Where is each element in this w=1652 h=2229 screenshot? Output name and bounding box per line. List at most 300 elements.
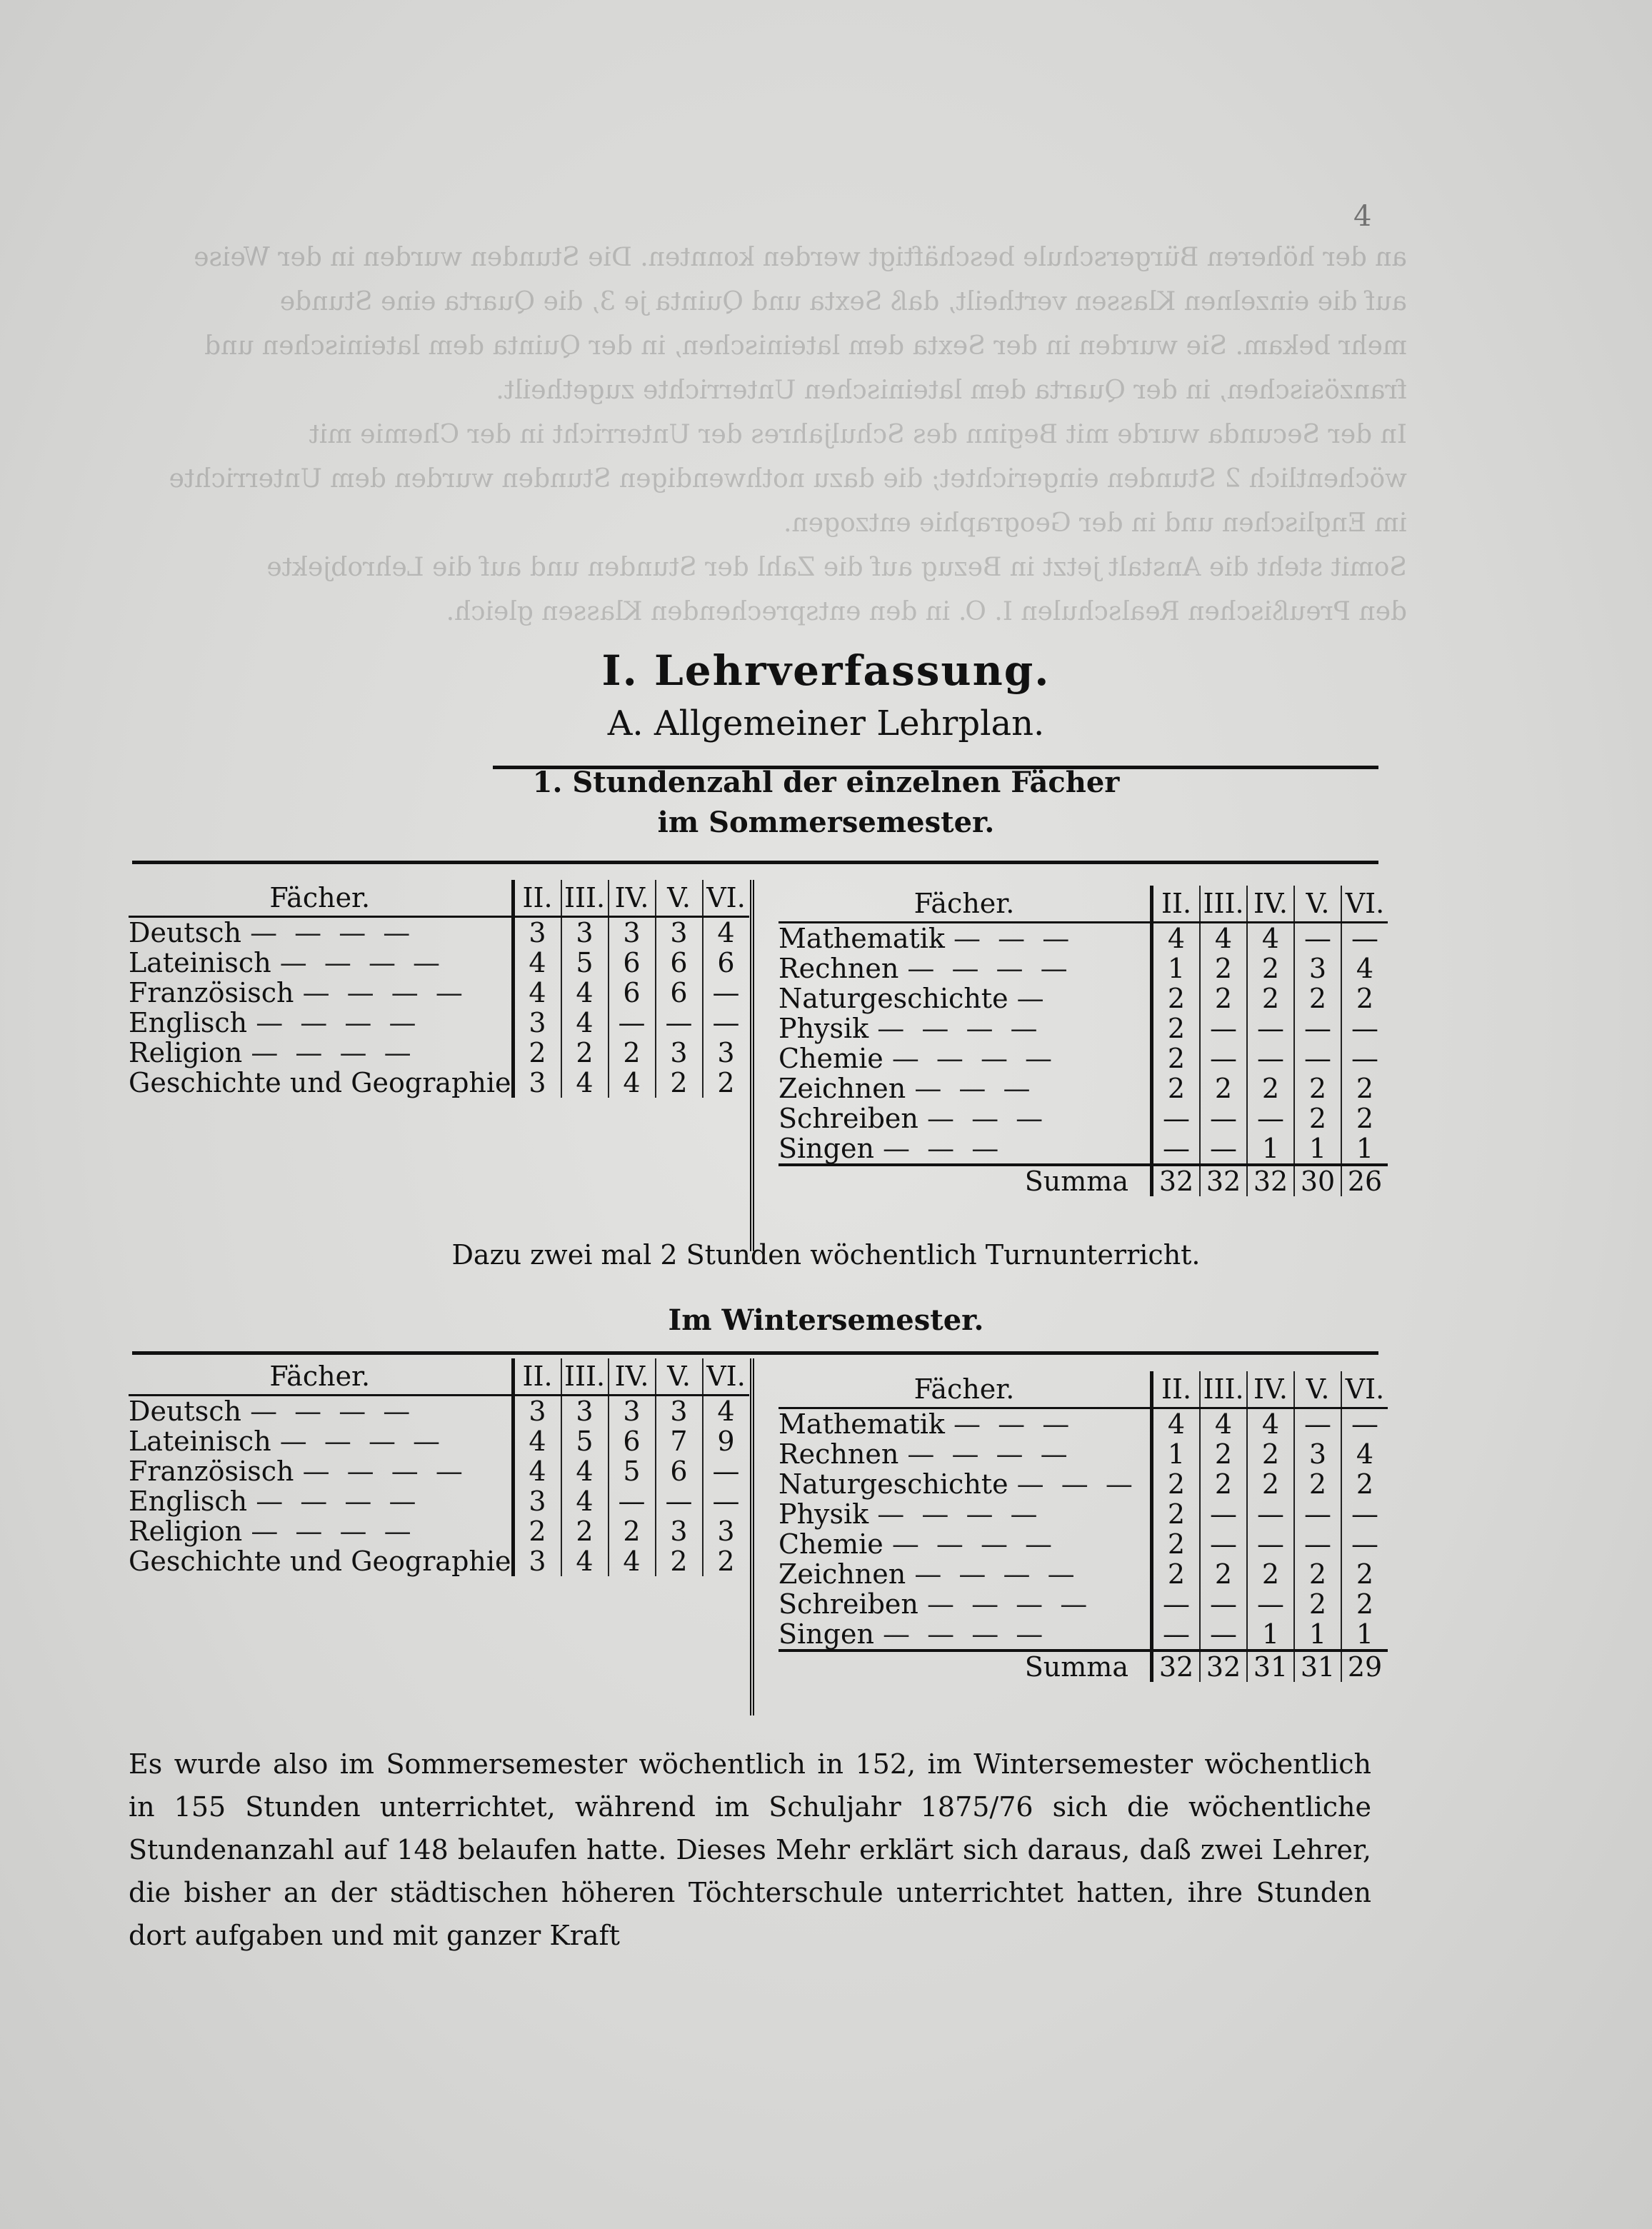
column-header-vi: VI. — [1341, 1371, 1388, 1408]
hours-cell: 4 — [703, 917, 749, 948]
hours-cell: 2 — [1200, 1439, 1247, 1469]
subject-name: Rechnen — [779, 953, 899, 984]
hours-cell: 2 — [513, 1516, 561, 1546]
hours-cell: 4 — [609, 1068, 656, 1098]
table-row — [129, 1486, 749, 1516]
hours-cell: 4 — [609, 1546, 656, 1576]
subject-name: Zeichnen — [779, 1558, 906, 1590]
subject-name: Naturgeschichte — [779, 983, 1008, 1014]
subject-name: Chemie — [779, 1043, 883, 1074]
hours-cell: 6 — [656, 948, 703, 978]
hours-cell: 4 — [1152, 923, 1201, 954]
hours-cell: — — [1247, 1499, 1294, 1529]
ghost-line: an der höheren Bürgerschule beschäftigt werden konnten. Die Stunden wurden in der Weise — [194, 243, 1407, 272]
hours-cell: — — [656, 1486, 703, 1516]
summa-cell: 29 — [1341, 1651, 1388, 1682]
leader-dashes: — — — — — [891, 1043, 1057, 1074]
leader-dashes: — — — — [953, 923, 1074, 954]
subject-cell — [779, 1529, 1152, 1559]
hours-cell: 9 — [703, 1426, 749, 1456]
hours-cell: 1 — [1294, 1619, 1341, 1651]
hours-cell: — — [1152, 1133, 1201, 1165]
hours-cell: — — [1200, 1619, 1247, 1651]
subject-name: Mathematik — [779, 1408, 945, 1440]
subject-name: Schreiben — [779, 1588, 918, 1620]
subject-name: Französisch — [129, 977, 294, 1008]
hours-cell: 2 — [1247, 1559, 1294, 1589]
hours-cell: 4 — [561, 1008, 609, 1038]
subject-name: Deutsch — [129, 1396, 241, 1427]
leader-dashes: — — — — — [250, 917, 415, 948]
column-header-iv: IV. — [1247, 1371, 1294, 1408]
summer-caption-line1: 1. Stundenzahl der einzelnen Fächer — [532, 766, 1120, 799]
column-header-ii: II. — [513, 1358, 561, 1396]
summa-cell: 32 — [1152, 1651, 1201, 1682]
hours-cell: 4 — [1247, 1408, 1294, 1440]
hours-cell: 2 — [609, 1038, 656, 1068]
hours-cell: 2 — [1152, 1499, 1201, 1529]
hours-cell: — — [656, 1008, 703, 1038]
table-row — [129, 1068, 749, 1098]
hours-cell: 1 — [1247, 1133, 1294, 1165]
leader-dashes: — — — — — [907, 1438, 1072, 1470]
column-header-v: V. — [656, 1358, 703, 1396]
table-row — [129, 1396, 749, 1427]
hours-cell: 3 — [513, 917, 561, 948]
table-row — [779, 1619, 1388, 1651]
hours-cell: 2 — [1341, 983, 1388, 1013]
subject-cell — [779, 1408, 1152, 1440]
summa-cell: 32 — [1152, 1165, 1201, 1196]
hours-cell: — — [1247, 1103, 1294, 1133]
subject-cell — [129, 948, 513, 978]
summer-table-left — [129, 880, 749, 1098]
leader-dashes: — — — — — [302, 977, 467, 1008]
hours-cell: 2 — [1200, 1469, 1247, 1499]
table-row — [129, 917, 749, 948]
hours-cell: 6 — [703, 948, 749, 978]
hours-cell: 1 — [1341, 1133, 1388, 1165]
subject-name: Geschichte und Geographie — [129, 1067, 511, 1098]
table-row — [129, 1546, 749, 1576]
hours-cell: — — [1341, 923, 1388, 954]
subject-cell — [779, 1013, 1152, 1043]
column-header-iv: IV. — [1247, 886, 1294, 923]
table-row — [779, 983, 1388, 1013]
table-row — [129, 1008, 749, 1038]
hours-cell: — — [1294, 1529, 1341, 1559]
hours-cell: — — [1294, 1408, 1341, 1440]
hours-cell: 4 — [513, 978, 561, 1008]
hours-cell: 3 — [656, 1516, 703, 1546]
summa-cell: 30 — [1294, 1165, 1341, 1196]
winter-table-rule — [132, 1351, 1378, 1355]
subject-name: Lateinisch — [129, 1426, 271, 1457]
hours-cell: 2 — [656, 1068, 703, 1098]
column-header-ii: II. — [1152, 1371, 1201, 1408]
hours-cell: 4 — [1152, 1408, 1201, 1440]
hours-cell: — — [1247, 1013, 1294, 1043]
hours-cell: 3 — [513, 1396, 561, 1427]
table-row — [779, 1469, 1388, 1499]
hours-cell: — — [1294, 1499, 1341, 1529]
column-header-vi: VI. — [703, 880, 749, 917]
table-row — [779, 1133, 1388, 1165]
table-row — [779, 1439, 1388, 1469]
hours-cell: 4 — [561, 1486, 609, 1516]
hours-cell: 2 — [1341, 1559, 1388, 1589]
subject-name: Englisch — [129, 1007, 248, 1038]
hours-cell: 2 — [1247, 983, 1294, 1013]
subject-cell — [129, 1456, 513, 1486]
subject-name: Rechnen — [779, 1438, 899, 1470]
subject-cell — [779, 953, 1152, 983]
hours-cell: 4 — [513, 948, 561, 978]
hours-cell: — — [1200, 1043, 1247, 1073]
hours-cell: 3 — [703, 1516, 749, 1546]
table-row — [779, 1073, 1388, 1103]
subject-cell — [779, 923, 1152, 954]
column-header-iv: IV. — [609, 1358, 656, 1396]
hours-cell: 2 — [561, 1516, 609, 1546]
hours-cell: 4 — [561, 1546, 609, 1576]
subject-name: Französisch — [129, 1456, 294, 1487]
hours-cell: 4 — [1341, 1439, 1388, 1469]
subject-cell — [779, 1043, 1152, 1073]
subject-name: Religion — [129, 1037, 243, 1068]
summa-cell: 31 — [1294, 1651, 1341, 1682]
leader-dashes: — — — — — [256, 1486, 421, 1517]
subject-cell — [779, 1619, 1152, 1651]
subject-name: Singen — [779, 1618, 874, 1650]
leader-dashes: — — — — [953, 1408, 1074, 1440]
table-row — [779, 1103, 1388, 1133]
column-header-vi: VI. — [1341, 886, 1388, 923]
hours-cell: 2 — [1152, 1073, 1201, 1103]
table-row — [129, 1456, 749, 1486]
hours-cell: 3 — [561, 1396, 609, 1427]
hours-cell: 2 — [703, 1068, 749, 1098]
table-row — [129, 1038, 749, 1068]
table-header-row — [779, 886, 1388, 923]
leader-dashes: — — — — — [883, 1618, 1048, 1650]
hours-cell: 4 — [1200, 923, 1247, 954]
hours-cell: — — [1152, 1589, 1201, 1619]
hours-cell: — — [1200, 1103, 1247, 1133]
hours-cell: 1 — [1152, 953, 1201, 983]
leader-dashes: — — — — [914, 1073, 1035, 1104]
leader-dashes: — — — — — [891, 1528, 1057, 1560]
hours-cell: 2 — [1341, 1589, 1388, 1619]
subject-name: Lateinisch — [129, 947, 271, 978]
hours-cell: 4 — [1200, 1408, 1247, 1440]
subject-name: Physik — [779, 1013, 869, 1044]
summa-label: Summa — [779, 1651, 1152, 1682]
ghost-line: den Preußischen Realschulen I. O. in den entsprechenden Klassen gleich. — [446, 597, 1407, 626]
subject-cell — [779, 1469, 1152, 1499]
hours-cell: 1 — [1341, 1619, 1388, 1651]
winter-caption: Im Wintersemester. — [668, 1303, 984, 1337]
subject-name: Mathematik — [779, 923, 945, 954]
hours-cell: — — [1152, 1103, 1201, 1133]
hours-cell: 2 — [1152, 1013, 1201, 1043]
hours-cell: — — [1341, 1013, 1388, 1043]
hours-cell: 3 — [703, 1038, 749, 1068]
hours-cell: — — [1200, 1499, 1247, 1529]
column-header-subjects: Fächer. — [129, 880, 513, 917]
summa-row — [779, 1165, 1388, 1196]
hours-cell: 2 — [609, 1516, 656, 1546]
hours-cell: — — [703, 1486, 749, 1516]
column-header-iii: III. — [1200, 886, 1247, 923]
subject-cell — [129, 978, 513, 1008]
hours-cell: 2 — [1152, 1529, 1201, 1559]
hours-cell: 7 — [656, 1426, 703, 1456]
subject-name: Schreiben — [779, 1103, 918, 1134]
hours-cell: — — [1200, 1013, 1247, 1043]
hours-cell: 4 — [513, 1426, 561, 1456]
ghost-line: auf die einzelnen Klassen vertheilt, daß Sexta und Quinta je 3, die Quarta eine Stunde — [279, 287, 1407, 316]
subject-name: Singen — [779, 1133, 874, 1164]
hours-cell: 2 — [1247, 1469, 1294, 1499]
leader-dashes: — — — — — [250, 1396, 415, 1427]
leader-dashes: — — — — — [907, 953, 1072, 984]
table-row — [779, 1529, 1388, 1559]
hours-cell: 6 — [609, 978, 656, 1008]
subject-cell — [779, 1439, 1152, 1469]
hours-cell: — — [1247, 1529, 1294, 1559]
column-header-ii: II. — [1152, 886, 1201, 923]
hours-cell: — — [703, 978, 749, 1008]
subject-cell — [129, 1546, 513, 1576]
ghost-line: französischen, in der Quarta dem lateinischen Unterrichte zugetheilt. — [496, 376, 1407, 405]
table-row — [129, 978, 749, 1008]
table-row — [129, 1516, 749, 1546]
hours-cell: — — [1247, 1043, 1294, 1073]
hours-cell: — — [1200, 1589, 1247, 1619]
leader-dashes: — — [1016, 983, 1048, 1014]
hours-cell: 5 — [609, 1456, 656, 1486]
subject-name: Englisch — [129, 1486, 248, 1517]
hours-cell: 3 — [609, 917, 656, 948]
hours-cell: — — [703, 1008, 749, 1038]
hours-cell: 3 — [656, 1396, 703, 1427]
hours-cell: 2 — [1294, 1559, 1341, 1589]
hours-cell: 2 — [703, 1546, 749, 1576]
hours-cell: 2 — [1152, 983, 1201, 1013]
hours-cell: — — [1341, 1529, 1388, 1559]
ghost-line: wöchentlich 2 Stunden eingerichtet; die dazu nothwendigen Stunden wurden dem Unterrichte — [169, 464, 1407, 494]
hours-cell: 2 — [1341, 1103, 1388, 1133]
column-header-v: V. — [1294, 886, 1341, 923]
leader-dashes: — — — — — [302, 1456, 467, 1487]
hours-cell: 2 — [1294, 983, 1341, 1013]
subsection-title: A. Allgemeiner Lehrplan. — [607, 703, 1045, 743]
table-row — [779, 1589, 1388, 1619]
summa-cell: 31 — [1247, 1651, 1294, 1682]
leader-dashes: — — — — — [877, 1013, 1042, 1044]
hours-cell: 4 — [1341, 953, 1388, 983]
subject-cell — [779, 1133, 1152, 1165]
summer-caption-line2: im Sommersemester. — [657, 806, 995, 839]
hours-cell: 1 — [1247, 1619, 1294, 1651]
subject-cell — [779, 1499, 1152, 1529]
hours-cell: 2 — [561, 1038, 609, 1068]
hours-cell: 3 — [1294, 1439, 1341, 1469]
hours-cell: 6 — [609, 1426, 656, 1456]
hours-cell: — — [1152, 1619, 1201, 1651]
hours-cell: 3 — [656, 1038, 703, 1068]
hours-cell: — — [1294, 923, 1341, 954]
subject-cell — [129, 1068, 513, 1098]
hours-cell: 3 — [513, 1068, 561, 1098]
subject-name: Deutsch — [129, 917, 241, 948]
hours-cell: 2 — [1341, 1469, 1388, 1499]
summa-cell: 32 — [1247, 1165, 1294, 1196]
hours-cell: 6 — [656, 1456, 703, 1486]
subject-cell — [779, 1073, 1152, 1103]
hours-cell: 2 — [1294, 1589, 1341, 1619]
hours-cell: — — [1294, 1043, 1341, 1073]
hours-cell: 2 — [1200, 1559, 1247, 1589]
subject-name: Naturgeschichte — [779, 1468, 1008, 1500]
subject-name: Physik — [779, 1498, 869, 1530]
hours-cell: 2 — [1247, 1439, 1294, 1469]
column-header-subjects: Fächer. — [779, 886, 1152, 923]
table-row — [779, 1043, 1388, 1073]
table-header-row — [129, 880, 749, 917]
hours-cell: — — [1247, 1589, 1294, 1619]
summa-row — [779, 1651, 1388, 1682]
subject-cell — [129, 1008, 513, 1038]
page-number: 4 — [1353, 200, 1372, 233]
hours-cell: 4 — [561, 1456, 609, 1486]
leader-dashes: — — — — — [251, 1037, 416, 1068]
hours-cell: 6 — [609, 948, 656, 978]
summer-table-right — [779, 886, 1388, 1196]
subject-cell — [129, 1396, 513, 1427]
table-row — [779, 953, 1388, 983]
leader-dashes: — — — — — [251, 1516, 416, 1547]
leader-dashes: — — — — — [877, 1498, 1042, 1530]
hours-cell: — — [1294, 1013, 1341, 1043]
leader-dashes: — — — — — [279, 1426, 445, 1457]
hours-cell: 5 — [561, 948, 609, 978]
subject-cell — [129, 1426, 513, 1456]
hours-cell: 3 — [656, 917, 703, 948]
hours-cell: 4 — [703, 1396, 749, 1427]
hours-cell: 2 — [1152, 1043, 1201, 1073]
subject-cell — [779, 1103, 1152, 1133]
hours-cell: 3 — [561, 917, 609, 948]
summer-column-divider — [750, 880, 754, 1251]
table-row — [779, 1013, 1388, 1043]
hours-cell: 4 — [561, 978, 609, 1008]
hours-cell: 2 — [1200, 1073, 1247, 1103]
hours-cell: 2 — [1247, 1073, 1294, 1103]
hours-cell: — — [1341, 1499, 1388, 1529]
hours-cell: — — [703, 1456, 749, 1486]
hours-cell: 2 — [1200, 953, 1247, 983]
hours-cell: 2 — [513, 1038, 561, 1068]
table-row — [129, 948, 749, 978]
winter-column-divider — [750, 1358, 754, 1715]
leader-dashes: — — — — — [926, 1588, 1092, 1620]
hours-cell: 2 — [1152, 1559, 1201, 1589]
hours-cell: 3 — [513, 1546, 561, 1576]
hours-cell: 2 — [1200, 983, 1247, 1013]
hours-cell: 2 — [656, 1546, 703, 1576]
leader-dashes: — — — — — [914, 1558, 1079, 1590]
table-header-row — [129, 1358, 749, 1396]
column-header-subjects: Fächer. — [779, 1371, 1152, 1408]
hours-cell: 3 — [1294, 953, 1341, 983]
hours-cell: 5 — [561, 1426, 609, 1456]
subject-cell — [129, 1038, 513, 1068]
column-header-iv: IV. — [609, 880, 656, 917]
hours-cell: 6 — [656, 978, 703, 1008]
subject-name: Geschichte und Geographie — [129, 1546, 511, 1577]
winter-table-left — [129, 1358, 749, 1576]
summa-cell: 26 — [1341, 1165, 1388, 1196]
table-header-row — [779, 1371, 1388, 1408]
hours-cell: 1 — [1152, 1439, 1201, 1469]
hours-cell: 2 — [1294, 1073, 1341, 1103]
table-row — [129, 1426, 749, 1456]
hours-cell: 3 — [609, 1396, 656, 1427]
hours-cell: — — [1341, 1043, 1388, 1073]
column-header-ii: II. — [513, 880, 561, 917]
column-header-v: V. — [656, 880, 703, 917]
winter-table-right — [779, 1371, 1388, 1682]
section-title: I. Lehrverfassung. — [601, 646, 1051, 695]
hours-cell: — — [609, 1486, 656, 1516]
subject-cell — [129, 1486, 513, 1516]
subject-cell — [779, 1559, 1152, 1589]
column-header-v: V. — [1294, 1371, 1341, 1408]
subject-cell — [129, 1516, 513, 1546]
ghost-line: mehr bekam. Sie wurden in der Sexta dem lateinischen, in der Quinta dem lateinischen und — [204, 331, 1407, 361]
table-row — [779, 1499, 1388, 1529]
leader-dashes: — — — — — [256, 1007, 421, 1038]
column-header-iii: III. — [1200, 1371, 1247, 1408]
leader-dashes: — — — — [883, 1133, 1003, 1164]
hours-cell: — — [1200, 1133, 1247, 1165]
column-header-iii: III. — [561, 880, 609, 917]
summer-table-rule — [132, 861, 1378, 864]
subject-cell — [129, 917, 513, 948]
subject-name: Chemie — [779, 1528, 883, 1560]
bleed-through-text — [136, 236, 1407, 634]
column-header-vi: VI. — [703, 1358, 749, 1396]
subject-name: Religion — [129, 1516, 243, 1547]
ghost-line: Somit steht die Anstalt jetzt in Bezug auf die Zahl der Stunden und auf die Lehrobjekte — [266, 553, 1407, 582]
summa-label: Summa — [779, 1165, 1152, 1196]
summa-cell: 32 — [1200, 1651, 1247, 1682]
leader-dashes: — — — — — [279, 947, 445, 978]
hours-cell: 2 — [1294, 1103, 1341, 1133]
hours-cell: 2 — [1294, 1469, 1341, 1499]
gymnastics-note: Dazu zwei mal 2 Stunden wöchentlich Turnunterricht. — [451, 1239, 1201, 1271]
hours-cell: 4 — [561, 1068, 609, 1098]
hours-cell: — — [1341, 1408, 1388, 1440]
subject-cell — [779, 983, 1152, 1013]
hours-cell: 2 — [1152, 1469, 1201, 1499]
table-row — [779, 1559, 1388, 1589]
table-row — [779, 923, 1388, 954]
ghost-line: im Englischen und in der Geographie entzogen. — [784, 509, 1407, 538]
column-header-iii: III. — [561, 1358, 609, 1396]
